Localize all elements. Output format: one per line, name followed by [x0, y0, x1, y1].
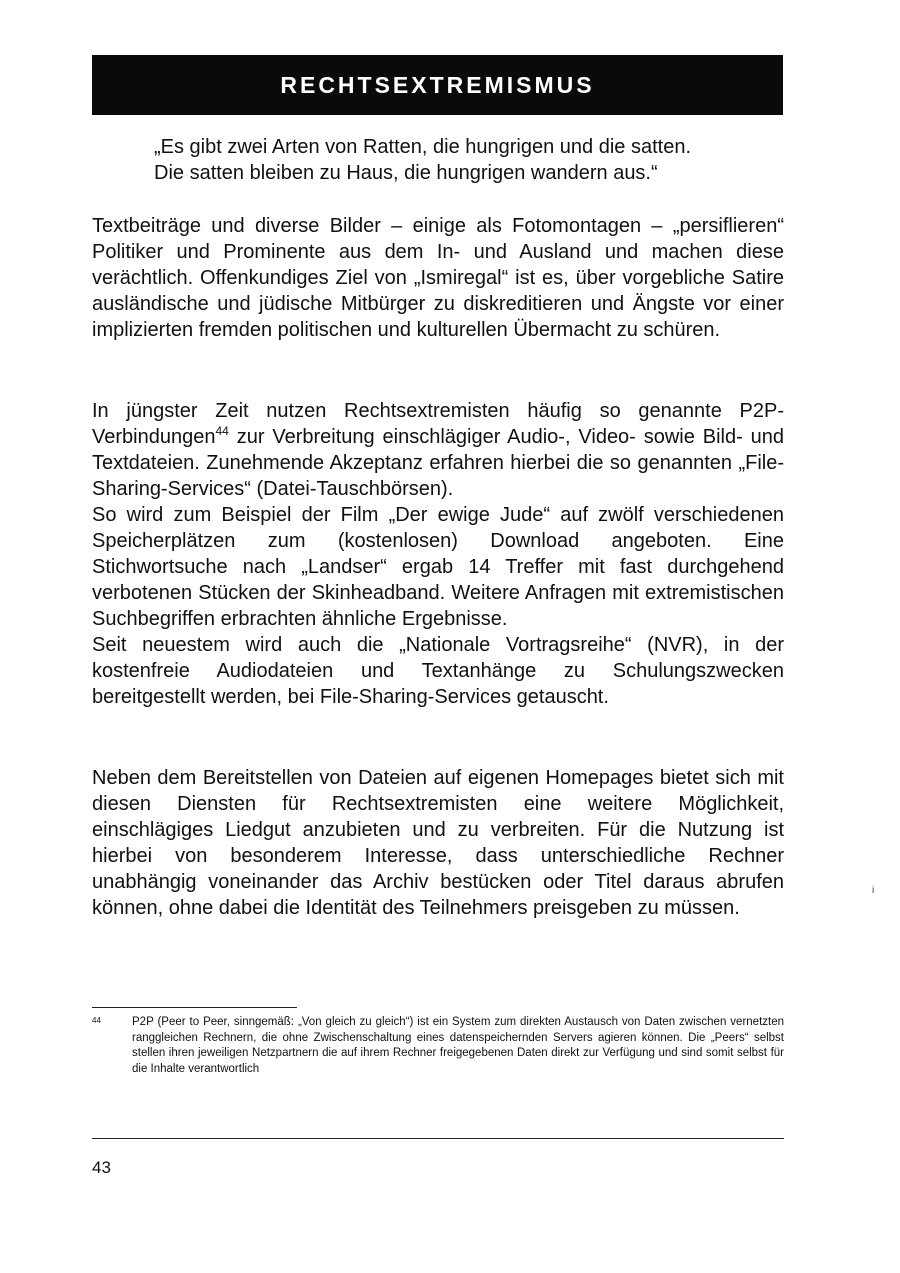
page-number: 43: [92, 1158, 111, 1177]
quote-line-1: „Es gibt zwei Arten von Ratten, die hungrigen und die satten.: [154, 136, 692, 158]
paragraph-3-text: Neben dem Bereitstellen von Dateien auf eigenen Homepages bietet sich mit diesen Diensten für Rechtsextremisten eine weitere Möglichkeit, einschlägiges Liedgut anzubieten und zu verbreiten. Für die Nutzung ist hierbei von besonderem Interesse, dass unterschiedliche Rechner unabhängig voneinander das Archiv bestücken oder Titel daraus abrufen können, ohne dabei die Identität des Teilnehmers preisgeben zu müssen.: [92, 767, 784, 919]
footnote-number: 44: [92, 1016, 101, 1025]
footnote-reference[interactable]: 44: [215, 424, 229, 438]
chapter-header-banner: [92, 55, 783, 115]
paragraph-2a-start: In jüngster Zeit nutzen Rechtsextremisten häufig so genannte P2P-Verbindungen: [92, 400, 784, 448]
footer-divider: [92, 1138, 784, 1139]
paragraph-3: [92, 765, 784, 921]
paragraph-2b: So wird zum Beispiel der Film „Der ewige Jude“ auf zwölf verschiedenen Speicherplätzen zum (kostenlosen) Download angeboten. Eine Stichwortsuche nach „Landser“ ergab 14 Treffer mit fast durchgehend verbotenen Stücken der Skinheadband. Weitere Anfragen mit extremistischen Suchbegriffen erbrachten ähnliche Ergebnisse.: [92, 504, 784, 630]
chapter-title: RECHTSEXTREMISMUS: [280, 71, 595, 98]
footnote: [92, 1015, 784, 1077]
paragraph-2a-end: zur Verbreitung einschlägiger Audio-, Video- sowie Bild- und Textdateien. Zunehmende Akzeptanz erfahren hierbei die so genannten „File-Sharing-Services“ (Datei-Tauschbörsen).: [92, 426, 784, 500]
footnote-text: P2P (Peer to Peer, sinngemäß: „Von gleich zu gleich“) ist ein System zum direkten Austausch von Daten zwischen vernetzten ranggleichen Rechnern, die ohne Zwischenschaltung eines datenspeichernden Servers agieren können. Die „Peers“ selbst stellen ihren jeweiligen Netzpartnern die auf ihrem Rechner freigegebenen Daten direkt zur Verfügung und sind somit selbst für die Inhalte verantwortlich: [132, 1016, 784, 1075]
quote-line-2: Die satten bleiben zu Haus, die hungrigen wandern aus.“: [154, 162, 658, 184]
margin-mark: i: [872, 885, 875, 896]
epigraph-quote: [154, 134, 794, 186]
paragraph-1-text: Textbeiträge und diverse Bilder – einige als Fotomontagen – „persiflieren“ Politiker und Prominente aus dem In- und Ausland und machen diese verächtlich. Offenkundiges Ziel von „Ismiregal“ ist es, über vorgebliche Satire ausländische und jüdische Mitbürger zu diskreditieren und Ängste vor einer implizierten fremden politischen und kulturellen Übermacht zu schüren.: [92, 215, 784, 341]
paragraph-1: [92, 213, 784, 343]
paragraph-2: [92, 398, 784, 710]
paragraph-2c: Seit neuestem wird auch die „Nationale Vortragsreihe“ (NVR), in der kostenfreie Audiodateien und Textanhänge zu Schulungszwecken bereitgestellt werden, bei File-Sharing-Services getauscht.: [92, 634, 784, 708]
footnote-divider: [92, 1007, 297, 1008]
paragraph-2a: [92, 398, 784, 502]
